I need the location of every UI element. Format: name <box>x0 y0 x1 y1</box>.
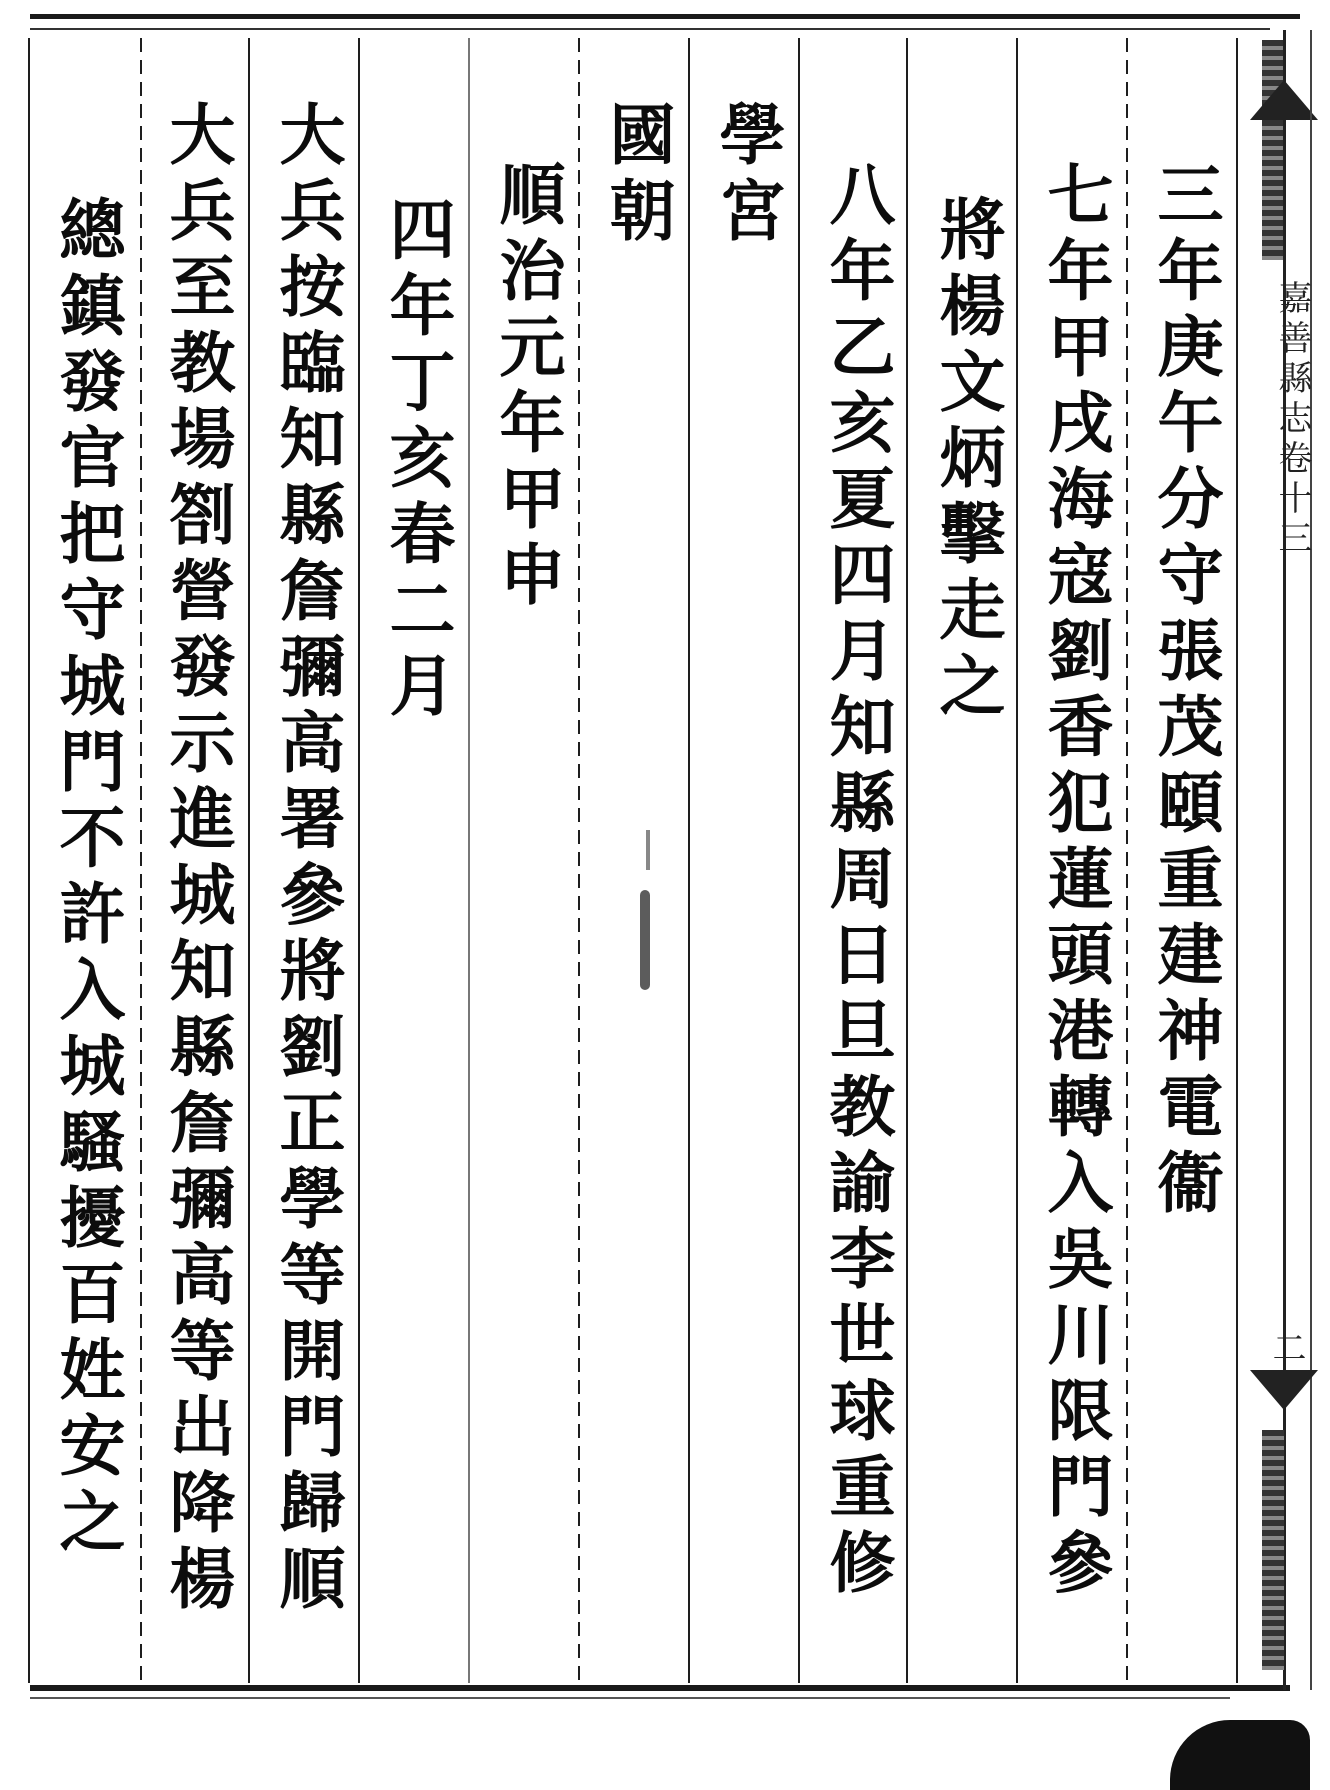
fold-line <box>1310 30 1312 1690</box>
fold-block-top <box>1262 40 1284 260</box>
ink-smudge <box>640 890 650 990</box>
column-separator <box>28 38 30 1683</box>
text-column-10: 大兵至教場劄營發示進城知縣詹彌高等出降楊 <box>158 100 235 1620</box>
column-separator <box>358 38 360 1683</box>
text-column-6: 國朝 <box>598 100 675 252</box>
text-column-11: 總鎮發官把守城門不許入城騷擾百姓安之 <box>48 195 125 1563</box>
column-separator <box>1016 38 1018 1683</box>
text-column-3: 將楊文炳擊走之 <box>928 195 1005 727</box>
bottom-border-rule <box>30 1685 1290 1691</box>
column-separator <box>1126 38 1128 1683</box>
bottom-inner-rule <box>30 1697 1230 1699</box>
column-separator <box>688 38 690 1683</box>
column-separator <box>798 38 800 1683</box>
top-inner-rule <box>30 28 1270 30</box>
column-separator <box>906 38 908 1683</box>
text-column-1: 三年庚午分守張茂頤重建神電衞 <box>1146 160 1223 1224</box>
column-separator <box>578 38 580 1683</box>
text-column-7: 順治元年甲申 <box>488 160 565 616</box>
text-column-2: 七年甲戌海寇劉香犯蓮頭港轉入吳川限門參 <box>1036 160 1113 1604</box>
column-separator <box>248 38 250 1683</box>
margin-page-number: 二 <box>1266 1330 1306 1364</box>
ink-blot <box>1170 1720 1310 1790</box>
column-separator <box>468 38 470 1683</box>
top-border-rule <box>30 14 1300 19</box>
fishtail-mark-bottom <box>1250 1370 1318 1410</box>
text-column-5: 學宮 <box>708 100 785 252</box>
text-column-9: 大兵按臨知縣詹彌高署參將劉正學等開門歸順 <box>268 100 345 1620</box>
column-separator <box>1236 38 1238 1683</box>
margin-title: 嘉善縣志卷十三 <box>1272 280 1312 560</box>
column-separator <box>140 38 142 1683</box>
ink-smudge <box>646 830 650 870</box>
text-column-4: 八年乙亥夏四月知縣周日旦教諭李世球重修 <box>818 160 895 1604</box>
text-column-8: 四年丁亥春二月 <box>378 195 455 727</box>
fold-block-bottom <box>1262 1430 1284 1670</box>
